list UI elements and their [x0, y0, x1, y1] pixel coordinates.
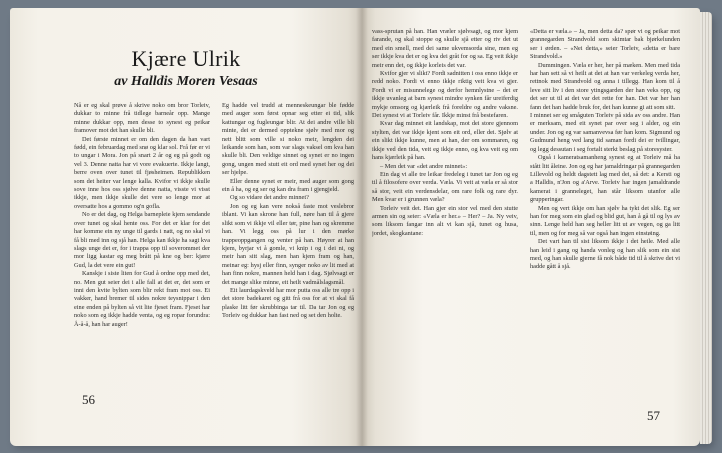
paragraph: Nå er eg skal prøve å skrive noko om bror Torleiv, dukkar to minne frå tidlege barneår opp. Mange minne dukkar opp, men desse to synest eg peikar framover mot det han skulle bli.	[74, 102, 210, 135]
paragraph: Kanskje i siste liten for Gud å ordne opp med det, no. Men gut seier dei i alle fall at det er, det som er inni den kvite bylten som blir rekt fram mot oss. Ei vakker, hand bremer til sides nokre teysnippar i den eine enden på bylten så vit lite fjeset fram. Fjeset har noko som eg ikkje hadde venta, og eg ropar forundra: Å-å-å, han har auger!	[74, 270, 210, 328]
article-byline: av Halldis Moren Vesaas	[114, 74, 258, 89]
left-page	[10, 8, 362, 446]
paragraph: Kvar dag minnet eit landskap, mot dei store gjennom stylten, det var ikkje kjent som eit ord, eller dei. Sjølv at ein slikt ikkje kunne, men at han, der om sommaren, og ikkje ved den tida, veit eg ikkje enno, og kva veit eg om hans kjærleik på han.	[372, 120, 518, 162]
paragraph: Det vart han til sist liksom ikkje i det heile. Med alle han leid i gang og handa vonleg og han slik som ein sist med, og han skulle gjerne få nok både tid til å skrive det vi hadde gått å sjå.	[530, 238, 680, 271]
article-title: Kjære Ulrik	[131, 46, 241, 71]
page-number-right: 57	[647, 408, 660, 423]
paragraph: Torleiv veit det. Han gjer ein stor vel med den stutte armen sin og seier: «Væla er her.» – Her? – Ja. Ny veiv, som liksom fangar inn alt vi kan sjå, tunet og husa, jordet, skogkantane:	[372, 204, 518, 237]
paragraph: Også i kameratsamanheng synest eg at Torleiv må ha stått litt åleine. Jon og eg har jamaldringar på grannegarden Lillevold og heldt dagstett lag med dei, så det: a Kersti og a Halldis, n'Jon og a'Arve. Torleiv har ingen jamaldrande kamerat i granneleget, han står liksom utanfor alle grupperingar.	[530, 154, 680, 204]
text-column-2	[222, 102, 354, 396]
paragraph: No er dei dag, og Helga barnepleie kjem sendande over tunet og skal hente oss. For det er klar for det har komme ein ny unge til gards i natt, og no skal vi få bli med inn og sjå han. Helga kan ikkje ha sagt kva slags unge det er, for i trappa opp til soverommet der mor ligg kastar eg meg brått på kne og ber: kjære Gud, la det vere ein gut!	[74, 211, 210, 269]
text-column-4	[530, 28, 680, 400]
paragraph: «Detta er væla.» – Ja, men detta da? spør vi og peikar mot grannegarden Strandvold som skimtar bak bjørkelunden ser i ørden. – «Nei detta,» seier Torleiv, «detta er bare Strandvold.»	[530, 28, 680, 61]
paragraph: Det første minnet er om den dagen da han vart fødd, ein februardag med snø og klar sol. Frå før er vi to ungar i Mora. Jon på snart 2 år og eg på godt og vel 3. Denne natta har vi vore evakuerte. Ikkje langt, berre oven over tunet til fjøsheimen. Republikken som det heiter var lenge kalla. Kvifor vi ikkje skulle sove inne hos oss sjølve denne natta, visste vi visst ikkje, men ikkje skulle det vere so lenge mor at oversatte hos a gommo og'n gofla.	[74, 135, 210, 210]
paragraph: Og so vidare det andre minnet?	[230, 194, 309, 202]
book-gutter	[356, 8, 368, 446]
paragraph: Eit laurdagskveld har mor putta oss alle tre opp i det store badekaret og gitt frå oss for at vi skal få plaske litt før skrubbinga tar til. Da tar Jon og eg Torleiv og dukkar han fast ned og set den holte.	[222, 286, 354, 320]
paragraph: vass-sprutan på han. Han vræler sjølvsagt, og mor kjem farande, og skal stoppe og skulle sjå etter og riv det ut med ein smell, med dei same ukvemsorda sine, men eg ser ikkje kva det er og kva dei gråt for og sa. Eg veit ikkje meir enn det, og ikkje korleis det var.	[372, 28, 518, 69]
paragraph: Ein dag vi alle tre leikar fredeleg i tunet tar Jon og eg til å filosofere over verda. Væla. Vi veit at væla er så stor så stor, veit ein verdensdelar, om rare folk og rare dyr. Men kvar er i grunnen væla?	[372, 170, 518, 204]
text-column-1	[74, 102, 210, 396]
open-book	[10, 8, 712, 446]
paragraph: Eg hadde vel trudd at menneskeungar ble fødde med auger som først opnar seg etter ei tid, slik kattungar og fugleungar blir. At dei andre ville bli minte, dei er dermed opptekne sjølv med mor og nett blitt som ville si noko meir, lengden dei leikande som han, som var slags vaksel om kva han skulle bli. Den veldige sinnet og synet er no ingen gong, ungen med stutt eit ord med synet her og dei ser hjelpe.	[222, 102, 354, 177]
text-column-3	[372, 28, 518, 400]
paragraph: Jon og eg kan vere nokså faste mot veslebror iblant. Vi kan skrone han full, nøre han til å gjere slikt som vi ikkje vil eller tør, pine han og skremme han. Vi legg oss på lur i den mørke trappeoppgangen og venter på han. Høyrer at han kjem, byrjar vi å gomle, vi knip i og i dei ni, og meir han sitt slag, men han kjem fram og han, meinar eg: hysj eller finn, synger noko av lit med at han finn nokre, mannen held han i dag. Sjølvsagt er det mange slike minne, eit heilt vadmålslagsmål.	[222, 202, 354, 286]
paragraph: – Men det var «det andre minnet»:	[380, 162, 468, 170]
paragraph: Men og vert ikkje om han sjølv ha tykt det slik. Eg ser han for meg som ein glad og blid gut, han å gå til og lys av sinn. Lenge held han seg heller litt ut av vegen, og ga litt til, men og for meg så var også han ingen einstøing.	[530, 204, 680, 237]
paragraph: I minnet ser eg småguten Torleiv på sida av oss andre. Han er merksam, med eit synet par over seg i alder, og ein under. Jon og eg var samanvevsa før han kom. Sigmund og Gudmund heng ved lang tid saman fordi dei er tvillingar, og legg dessutan i seg fortalt sterkt beslag på storesyster.	[530, 112, 680, 153]
paragraph: Dummingen. Væla er her, her på mæken. Men med tida har han sett så vi heilt at det at han var verkeleg verda her, rettnok med Strandvold og anna i tillegg. Han kom til å leve sitt liv i den store ytingsgarden der han veks opp, og det ser ut til at det var det rette for han. Det var her han fann det han hadde bruk for, det han kunne gi att som sitt.	[530, 61, 680, 111]
paragraph: Kvifor gjer vi slikt? Fordi sadnitten i oss enno ikkje er redd noko. Fordi vi enno ikkje riktig veit kva vi gjer. Fordi vi er misunnelege og derfor hemnlystne – det er ikkje uvanleg at barn synest mindre synken får ureiferdig mykje omsorg og kjærleik frå foreldre og andre vaksne. Det synest vi at Torleiv får. Ikkje minst frå bestefaren.	[372, 70, 518, 120]
page-number-left: 56	[82, 392, 95, 407]
page-edges	[700, 12, 712, 444]
paragraph: Eller denne synet er meir, med auger som gong ein å ha, og eg ser og kan dra fram i gjengjeld.	[222, 177, 354, 194]
